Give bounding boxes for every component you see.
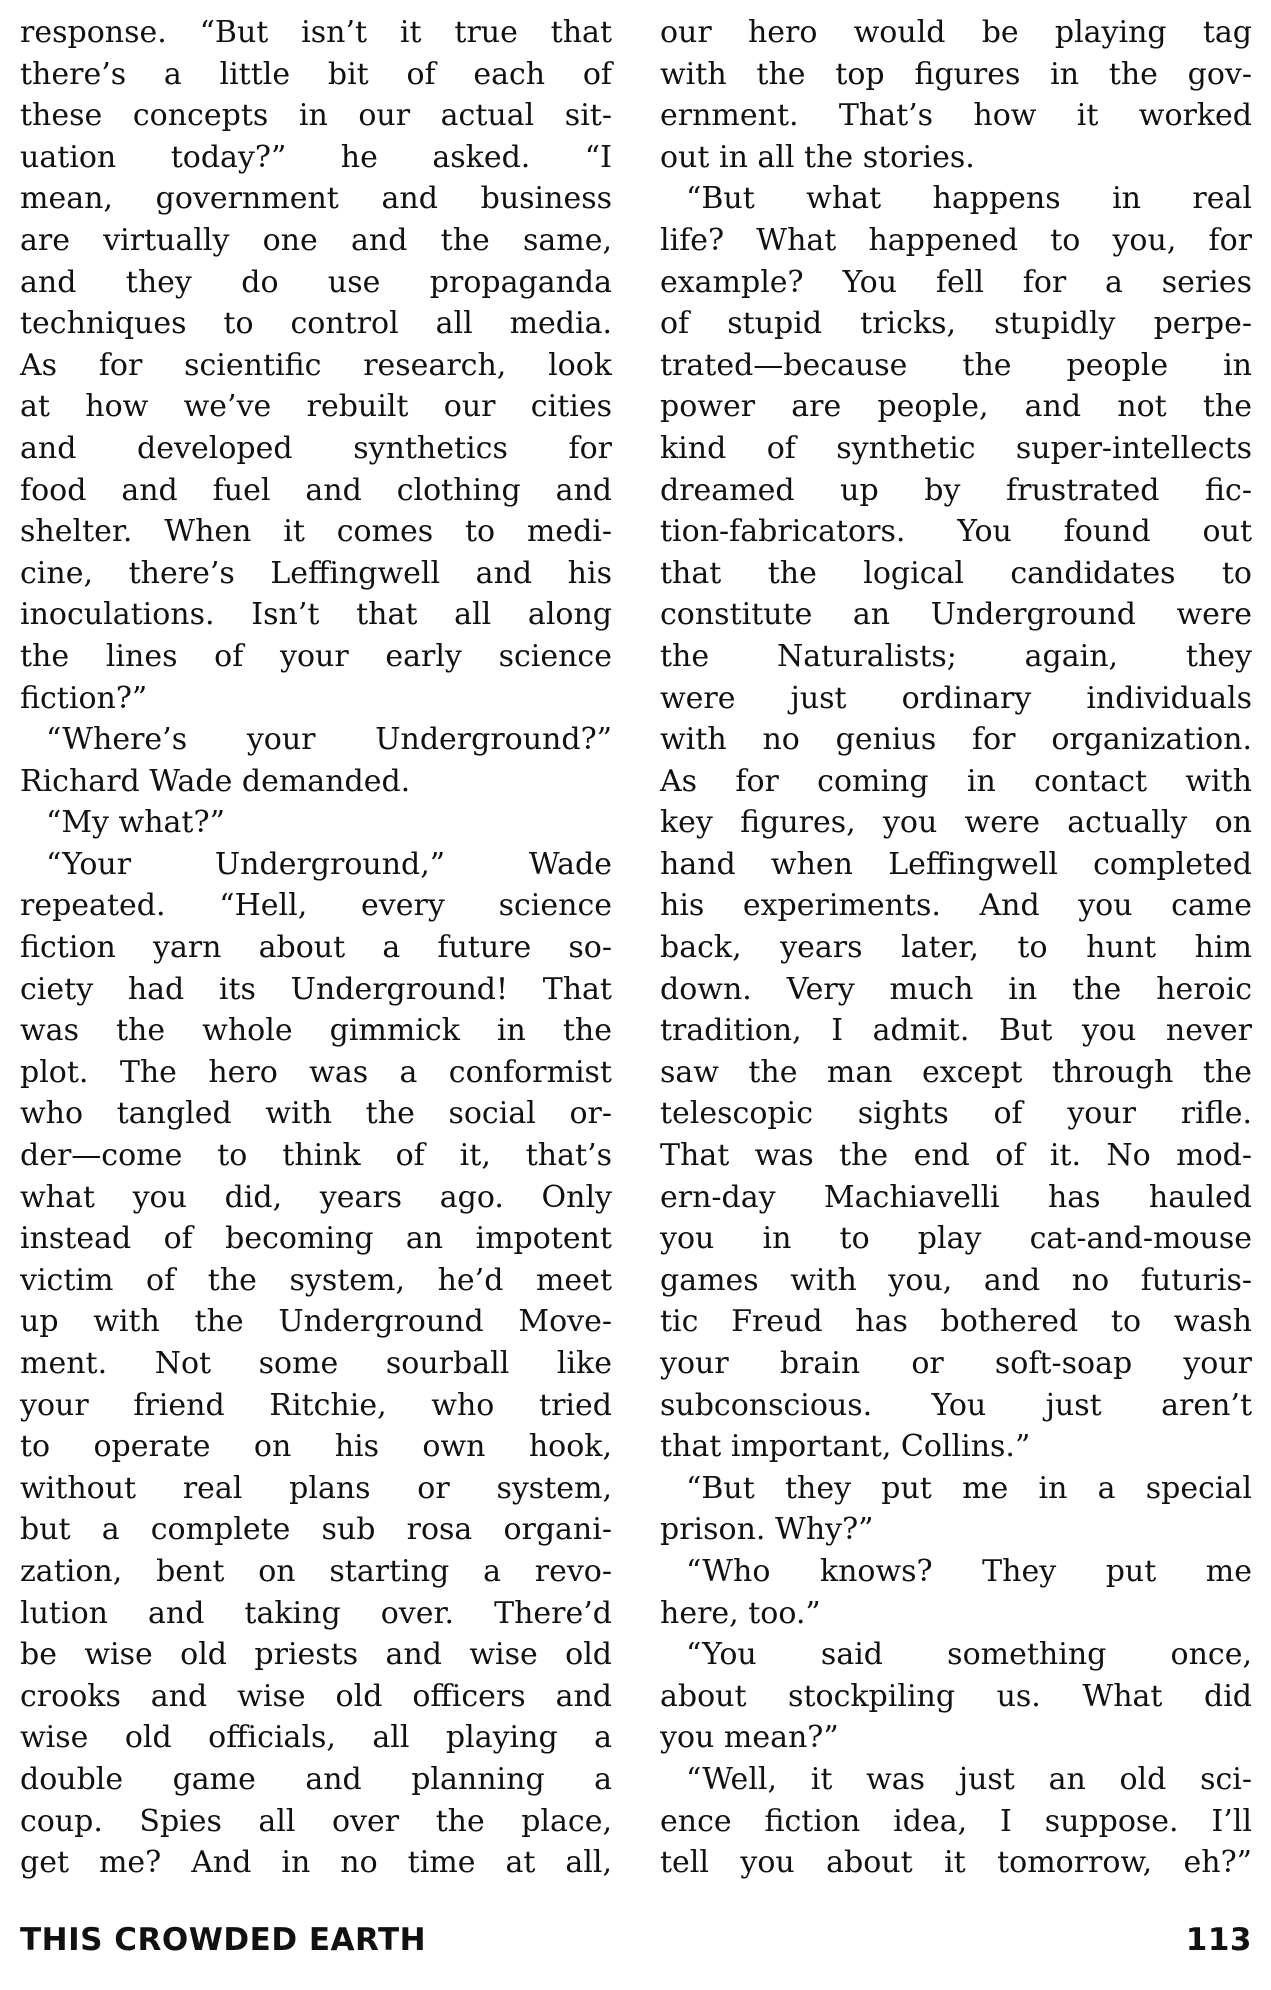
text-line: was the whole gimmick in the — [20, 1013, 612, 1049]
text-line: your brain or soft-soap your — [660, 1346, 1252, 1381]
text-line: get me? And in no time at all, — [20, 1845, 612, 1881]
text-line: tic Freud has bothered to wash — [660, 1304, 1252, 1340]
text-line: shelter. When it comes to medi- — [20, 514, 612, 550]
text-line: That was the end of it. No mod- — [660, 1138, 1252, 1174]
text-line: games with you, and no futuris- — [660, 1262, 1252, 1298]
text-line: telescopic sights of your rifle. — [660, 1096, 1252, 1132]
text-line: key figures, you were actually on — [660, 805, 1252, 841]
text-line: but a complete sub rosa organi- — [20, 1512, 612, 1548]
text-line: saw the man except through the — [660, 1054, 1252, 1090]
text-line: our hero would be playing tag — [660, 15, 1252, 50]
text-line: fiction yarn about a future so- — [20, 930, 612, 966]
text-line: inoculations. Isn’t that all along — [20, 597, 612, 633]
text-line: kind of synthetic super-intellects — [660, 430, 1252, 466]
text-line: hand when Leffingwell completed — [660, 846, 1252, 882]
text-line: with no genius for organization. — [660, 722, 1252, 758]
text-line: tradition, I admit. But you never — [660, 1013, 1252, 1049]
text-line: constitute an Underground were — [660, 597, 1252, 633]
text-line: at how we’ve rebuilt our cities — [20, 389, 612, 425]
text-line: you mean?” — [660, 1720, 839, 1756]
text-line: example? You fell for a series — [660, 264, 1252, 300]
text-line: with the top figures in the gov- — [660, 56, 1252, 92]
text-column-right — [660, 12, 1252, 1884]
text-line: power are people, and not the — [660, 389, 1252, 425]
text-line: lution and taking over. There’d — [20, 1595, 612, 1631]
text-line: techniques to control all media. — [20, 306, 612, 342]
text-line: der—come to think of it, that’s — [20, 1138, 612, 1174]
text-line: ernment. That’s how it worked — [660, 98, 1252, 134]
text-line: response. “But isn’t it true that — [20, 15, 612, 50]
text-line: “Where’s your Underground?” — [46, 722, 612, 758]
text-line: without real plans or system, — [20, 1470, 612, 1506]
text-line: your friend Ritchie, who tried — [20, 1387, 612, 1423]
text-line: ence fiction idea, I suppose. I’ll — [660, 1803, 1252, 1839]
text-line: dreamed up by frustrated fic- — [660, 472, 1252, 508]
text-line: prison. Why?” — [660, 1512, 874, 1548]
text-line: these concepts in our actual sit- — [20, 98, 612, 134]
text-line: down. Very much in the heroic — [660, 971, 1252, 1007]
text-line: ern-day Machiavelli has hauled — [660, 1179, 1252, 1215]
text-line: As for scientific research, look — [20, 347, 612, 383]
text-line: “Well, it was just an old sci- — [686, 1761, 1252, 1797]
text-line: the lines of your early science — [20, 638, 612, 674]
text-line: victim of the system, he’d meet — [20, 1262, 612, 1298]
text-line: “My what?” — [46, 805, 225, 841]
running-title: THIS CROWDED EARTH — [20, 1922, 427, 1958]
text-line: mean, government and business — [20, 181, 612, 217]
text-line: crooks and wise old officers and — [20, 1678, 612, 1714]
text-line: wise old officials, all playing a — [20, 1720, 612, 1756]
text-line: were just ordinary individuals — [660, 680, 1252, 716]
text-line: uation today?” he asked. “I — [20, 139, 612, 175]
text-line: that important, Collins.” — [660, 1429, 1031, 1465]
text-line: to operate on his own hook, — [20, 1429, 612, 1465]
text-line: repeated. “Hell, every science — [20, 888, 612, 924]
text-line: tion-fabricators. You found out — [660, 514, 1252, 550]
text-line: and developed synthetics for — [20, 430, 612, 466]
text-line: plot. The hero was a conformist — [20, 1054, 612, 1090]
page-footer — [20, 1922, 1252, 1972]
text-line: his experiments. And you came — [660, 888, 1252, 924]
page-number: 113 — [1185, 1922, 1252, 1958]
text-line: “Who knows? They put me — [686, 1553, 1252, 1589]
text-line: of stupid tricks, stupidly perpe- — [660, 306, 1252, 342]
text-line: back, years later, to hunt him — [660, 930, 1252, 966]
text-line: double game and planning a — [20, 1761, 612, 1797]
text-line: here, too.” — [660, 1595, 821, 1631]
text-column-left — [20, 12, 612, 1884]
text-line: ment. Not some sourball like — [20, 1346, 612, 1381]
text-line: there’s a little bit of each of — [20, 56, 612, 92]
text-line: As for coming in contact with — [660, 763, 1252, 799]
text-line: are virtually one and the same, — [20, 222, 612, 258]
text-line: food and fuel and clothing and — [20, 472, 612, 508]
text-line: what you did, years ago. Only — [20, 1179, 612, 1215]
text-line: and they do use propaganda — [20, 264, 612, 300]
text-line: be wise old priests and wise old — [20, 1637, 612, 1673]
text-line: you in to play cat-and-mouse — [660, 1221, 1252, 1257]
text-line: the Naturalists; again, they — [660, 638, 1252, 674]
text-line: about stockpiling us. What did — [660, 1678, 1252, 1714]
text-line: life? What happened to you, for — [660, 222, 1252, 258]
text-line: up with the Underground Move- — [20, 1304, 612, 1340]
text-line: out in all the stories. — [660, 139, 975, 175]
text-line: subconscious. You just aren’t — [660, 1387, 1252, 1423]
text-line: who tangled with the social or- — [20, 1096, 612, 1132]
text-line: “But they put me in a special — [686, 1470, 1252, 1506]
text-line: ciety had its Underground! That — [20, 971, 612, 1007]
text-line: “But what happens in real — [686, 181, 1252, 217]
text-line: tell you about it tomorrow, eh?” — [660, 1845, 1252, 1881]
text-line: that the logical candidates to — [660, 555, 1252, 591]
text-line: zation, bent on starting a revo- — [20, 1553, 612, 1589]
text-line: Richard Wade demanded. — [20, 763, 411, 799]
text-line: “You said something once, — [686, 1637, 1252, 1673]
text-line: cine, there’s Leffingwell and his — [20, 555, 612, 591]
text-line: fiction?” — [20, 680, 148, 716]
text-line: coup. Spies all over the place, — [20, 1803, 612, 1839]
text-line: instead of becoming an impotent — [20, 1221, 612, 1257]
text-line: trated—because the people in — [660, 347, 1252, 383]
text-line: “Your Underground,” Wade — [46, 846, 612, 882]
